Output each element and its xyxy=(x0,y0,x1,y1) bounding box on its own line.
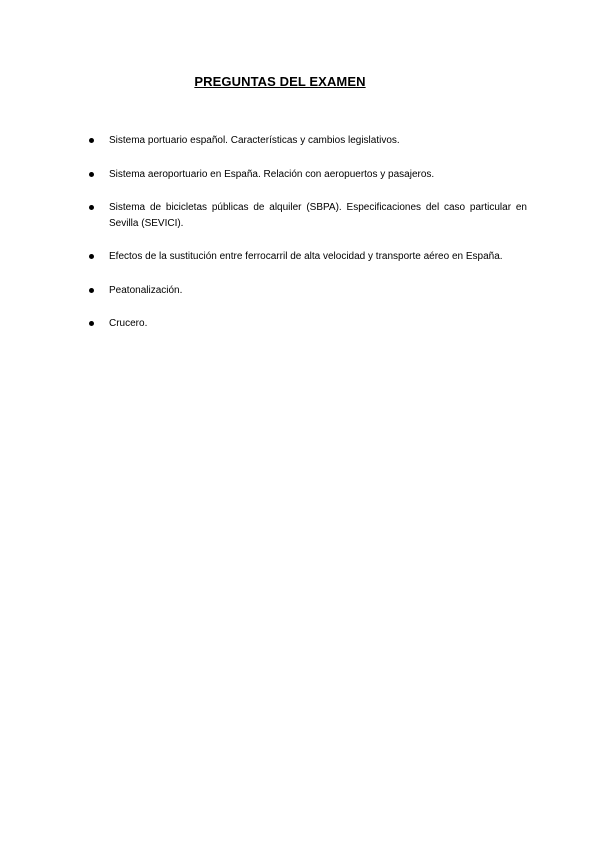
question-list xyxy=(89,133,527,350)
question-text: Peatonalización. xyxy=(109,284,183,296)
question-text: Efectos de la sustitución entre ferrocarril de alta velocidad y transporte aéreo en España. xyxy=(109,251,503,262)
question-text: Sistema portuario español. Características y cambios legislativos. xyxy=(109,135,400,146)
question-item xyxy=(89,200,527,231)
question-item xyxy=(89,249,527,265)
question-item xyxy=(89,167,527,183)
bullet-icon xyxy=(89,254,94,259)
bullet-icon xyxy=(89,288,94,293)
question-text: Sistema de bicicletas públicas de alquiler (SBPA). Especificaciones del caso particular en Sevilla (SEVICI). xyxy=(109,202,527,229)
bullet-icon xyxy=(89,205,94,210)
question-item xyxy=(89,283,527,299)
question-text: Crucero. xyxy=(109,318,148,329)
question-text: Sistema aeroportuario en España. Relación con aeropuertos y pasajeros. xyxy=(109,168,435,180)
question-item xyxy=(89,316,527,332)
document-title: PREGUNTAS DEL EXAMEN xyxy=(194,74,366,89)
question-item xyxy=(89,133,527,149)
bullet-icon xyxy=(89,321,94,326)
bullet-icon xyxy=(89,172,94,177)
bullet-icon xyxy=(89,138,94,143)
